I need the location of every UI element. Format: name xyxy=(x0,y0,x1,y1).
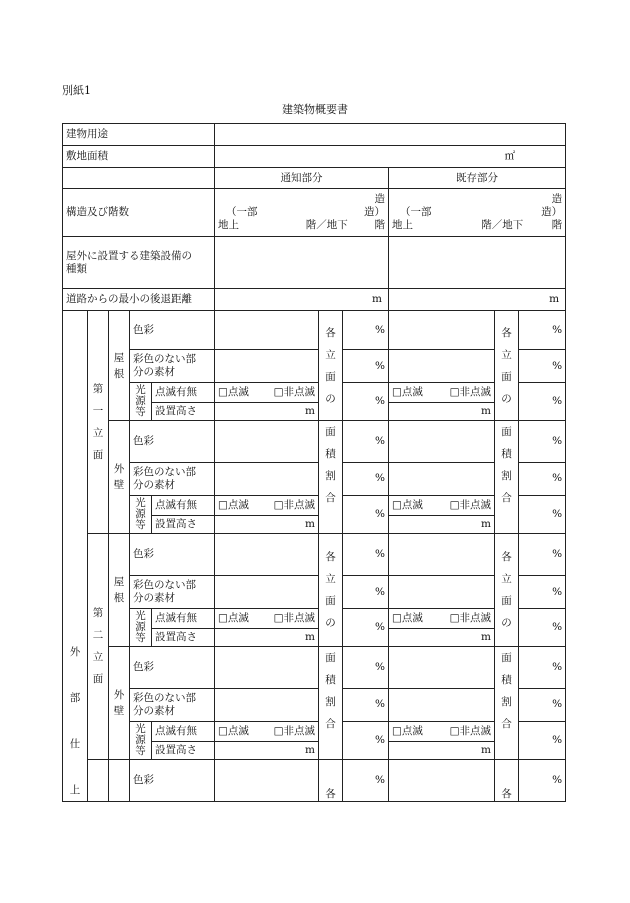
f1-roof-blink-notice[interactable]: □点滅 □非点滅 xyxy=(215,383,319,403)
f2-wall-material-pct-notice[interactable]: % xyxy=(343,688,389,721)
f1-wall-ratio-existing-label: 面 積 割 合 xyxy=(495,421,519,534)
f2-wall-color-pct-notice[interactable]: % xyxy=(343,647,389,688)
f1-roof-blink-label: 点滅有無 xyxy=(152,383,215,403)
f2-wall-material-pct-existing[interactable]: % xyxy=(519,688,566,721)
f2-roof-light-pct-notice[interactable]: % xyxy=(343,609,389,647)
row-f1-roof-blink xyxy=(63,383,566,403)
f1-roof-light-pct-existing[interactable]: % xyxy=(519,383,566,421)
f2-wall-label: 外 壁 xyxy=(109,647,130,760)
f2-wall-blink-notice[interactable]: □点滅 □非点滅 xyxy=(215,721,319,741)
f3-roof-color-notice[interactable] xyxy=(215,760,319,802)
setback-notice-value[interactable]: m xyxy=(215,289,389,311)
f1-roof-color-label: 色彩 xyxy=(130,311,215,350)
f2-roof-material-existing[interactable] xyxy=(389,576,495,609)
f1-roof-light-label: 光 源 等 xyxy=(130,383,152,421)
f2-roof-color-pct-notice[interactable]: % xyxy=(343,533,389,575)
f3-roof-color-pct-notice[interactable]: % xyxy=(343,760,389,802)
f2-roof-color-notice[interactable] xyxy=(215,533,319,575)
f1-roof-color-existing[interactable] xyxy=(389,311,495,350)
equipment-existing-value[interactable] xyxy=(389,237,566,289)
document-title: 建築物概要書 xyxy=(282,103,348,116)
f1-wall-material-label: 彩色のない部 分の素材 xyxy=(130,462,215,495)
f1-wall-material-notice[interactable] xyxy=(215,462,319,495)
f2-wall-color-label: 色彩 xyxy=(130,647,215,688)
structure-notice-value[interactable] xyxy=(215,189,389,237)
row-f2-wall-blink xyxy=(63,721,566,741)
f2-roof-label: 屋 根 xyxy=(109,533,130,647)
f1-wall-light-pct-notice[interactable]: % xyxy=(343,495,389,533)
f1-wall-blink-existing[interactable]: □点滅 □非点滅 xyxy=(389,495,495,515)
annex-number: 別紙1 xyxy=(62,84,91,97)
f2-roof-blink-notice[interactable]: □点滅 □非点滅 xyxy=(215,609,319,629)
structure-label: 構造及び階数 xyxy=(63,189,215,237)
f2-roof-material-pct-existing[interactable]: % xyxy=(519,576,566,609)
f1-roof-blink-existing[interactable]: □点滅 □非点滅 xyxy=(389,383,495,403)
f3-roof-color-pct-existing[interactable]: % xyxy=(519,760,566,802)
third-facade-label xyxy=(88,760,109,802)
first-facade-label: 第 一 立 面 xyxy=(88,311,109,534)
f2-wall-ratio-notice-label: 面 積 割 合 xyxy=(319,647,343,760)
equipment-notice-value[interactable] xyxy=(215,237,389,289)
f1-wall-light-pct-existing[interactable]: % xyxy=(519,495,566,533)
f1-roof-material-pct-notice[interactable]: % xyxy=(343,350,389,383)
row-equipment xyxy=(63,237,566,289)
f2-roof-material-pct-notice[interactable]: % xyxy=(343,576,389,609)
setback-label: 道路からの最小の後退距離 xyxy=(63,289,215,311)
f2-roof-blink-label: 点滅有無 xyxy=(152,609,215,629)
f3-roof-ratio-notice-label: 各 xyxy=(319,760,343,802)
row-f2-wall-material xyxy=(63,688,566,721)
f2-wall-color-pct-existing[interactable]: % xyxy=(519,647,566,688)
row-setback xyxy=(63,289,566,311)
f2-roof-material-notice[interactable] xyxy=(215,576,319,609)
f2-wall-light-label: 光 源 等 xyxy=(130,721,152,759)
f1-wall-color-existing[interactable] xyxy=(389,421,495,462)
f1-roof-color-pct-existing[interactable]: % xyxy=(519,311,566,350)
f2-roof-height-label: 設置高さ xyxy=(152,629,215,647)
row-f2-roof-material xyxy=(63,576,566,609)
f1-wall-ratio-notice-label: 面 積 割 合 xyxy=(319,421,343,534)
f3-roof-ratio-existing-label: 各 xyxy=(495,760,519,802)
f1-roof-height-existing[interactable]: m xyxy=(389,403,495,421)
structure-zou: 造 xyxy=(374,193,386,205)
f2-roof-blink-existing[interactable]: □点滅 □非点滅 xyxy=(389,609,495,629)
f2-wall-material-notice[interactable] xyxy=(215,688,319,721)
f1-wall-blink-label: 点滅有無 xyxy=(152,495,215,515)
f2-wall-blink-existing[interactable]: □点滅 □非点滅 xyxy=(389,721,495,741)
second-facade-label: 第 二 立 面 xyxy=(88,533,109,759)
row-f2-roof-color xyxy=(63,533,566,575)
f2-wall-blink-label: 点滅有無 xyxy=(152,721,215,741)
f2-roof-light-label: 光 源 等 xyxy=(130,609,152,647)
structure-zou: 造 xyxy=(551,193,563,205)
f1-roof-ratio-notice-label: 各 立 面 の xyxy=(319,311,343,421)
f2-roof-ratio-notice-label: 各 立 面 の xyxy=(319,533,343,647)
f1-wall-light-label: 光 源 等 xyxy=(130,495,152,533)
f2-roof-height-existing[interactable]: m xyxy=(389,629,495,647)
existing-part-header: 既存部分 xyxy=(389,168,566,189)
f2-roof-light-pct-existing[interactable]: % xyxy=(519,609,566,647)
row-f1-wall-material xyxy=(63,462,566,495)
f1-wall-label: 外 壁 xyxy=(109,421,130,534)
f1-wall-color-label: 色彩 xyxy=(130,421,215,462)
f1-roof-material-label: 彩色のない部 分の素材 xyxy=(130,350,215,383)
f1-roof-height-notice[interactable]: m xyxy=(215,403,319,421)
structure-kai-chika: 階／地下 xyxy=(481,219,524,231)
f2-wall-height-label: 設置高さ xyxy=(152,742,215,760)
f2-roof-height-notice[interactable]: m xyxy=(215,629,319,647)
f1-roof-label: 屋 根 xyxy=(109,311,130,421)
f2-roof-color-label: 色彩 xyxy=(130,533,215,575)
notice-part-header: 通知部分 xyxy=(215,168,389,189)
f2-roof-material-label: 彩色のない部 分の素材 xyxy=(130,576,215,609)
f2-wall-material-existing[interactable] xyxy=(389,688,495,721)
f1-wall-material-pct-notice[interactable]: % xyxy=(343,462,389,495)
f1-roof-height-label: 設置高さ xyxy=(152,403,215,421)
row-f2-wall-color xyxy=(63,647,566,688)
f1-wall-color-notice[interactable] xyxy=(215,421,319,462)
f2-wall-ratio-existing-label: 面 積 割 合 xyxy=(495,647,519,760)
f2-roof-ratio-existing-label: 各 立 面 の xyxy=(495,533,519,647)
row-structure xyxy=(63,189,566,237)
f1-roof-material-pct-existing[interactable]: % xyxy=(519,350,566,383)
section-header-blank xyxy=(63,168,215,189)
f2-wall-height-existing[interactable]: m xyxy=(389,742,495,760)
row-building-use xyxy=(63,124,566,146)
row-section-headers xyxy=(63,168,566,189)
equipment-label: 屋外に設置する建築設備の 種類 xyxy=(63,237,215,289)
building-use-value[interactable] xyxy=(215,124,566,146)
row-site-area xyxy=(63,146,566,168)
building-use-label: 建物用途 xyxy=(63,124,215,146)
f1-wall-material-pct-existing[interactable]: % xyxy=(519,462,566,495)
f1-wall-blink-notice[interactable]: □点滅 □非点滅 xyxy=(215,495,319,515)
structure-existing-value[interactable] xyxy=(389,189,566,237)
f1-roof-color-pct-notice[interactable]: % xyxy=(343,311,389,350)
f1-roof-light-pct-notice[interactable]: % xyxy=(343,383,389,421)
setback-existing-value[interactable]: m xyxy=(389,289,566,311)
structure-chijo: 地上 xyxy=(392,219,414,231)
f1-roof-material-existing[interactable] xyxy=(389,350,495,383)
building-summary-form xyxy=(62,123,566,802)
outer-finish-label: 外 部 仕 上 xyxy=(63,311,88,802)
row-f1-wall-color xyxy=(63,421,566,462)
structure-chijo: 地上 xyxy=(218,219,240,231)
row-f1-roof-material xyxy=(63,350,566,383)
structure-ichibu: （一部 xyxy=(226,206,258,218)
f1-wall-color-pct-existing[interactable]: % xyxy=(519,421,566,462)
f2-wall-material-label: 彩色のない部 分の素材 xyxy=(130,688,215,721)
f3-roof-color-existing[interactable] xyxy=(389,760,495,802)
f1-wall-color-pct-notice[interactable]: % xyxy=(343,421,389,462)
f2-wall-light-pct-notice[interactable]: % xyxy=(343,721,389,759)
f2-roof-color-existing[interactable] xyxy=(389,533,495,575)
f3-roof-label xyxy=(109,760,130,802)
structure-kai-chika: 階／地下 xyxy=(305,219,348,231)
f1-roof-color-notice[interactable] xyxy=(215,311,319,350)
site-area-value[interactable] xyxy=(215,146,566,168)
f1-wall-material-existing[interactable] xyxy=(389,462,495,495)
f1-wall-height-existing[interactable]: m xyxy=(389,515,495,533)
structure-ichibu: （一部 xyxy=(400,206,432,218)
f2-wall-color-existing[interactable] xyxy=(389,647,495,688)
structure-zou-close: 造） xyxy=(541,206,563,218)
structure-zou-close: 造） xyxy=(364,206,386,218)
row-f1-roof-color xyxy=(63,311,566,350)
f1-roof-ratio-existing-label: 各 立 面 の xyxy=(495,311,519,421)
row-f1-wall-blink xyxy=(63,495,566,515)
site-area-unit: ㎡ xyxy=(504,150,516,162)
f1-wall-height-label: 設置高さ xyxy=(152,515,215,533)
row-f3-roof-color xyxy=(63,760,566,802)
f2-wall-light-pct-existing[interactable]: % xyxy=(519,721,566,759)
f1-wall-height-notice[interactable]: m xyxy=(215,515,319,533)
f1-roof-material-notice[interactable] xyxy=(215,350,319,383)
row-f2-roof-blink xyxy=(63,609,566,629)
structure-kai: 階 xyxy=(374,219,386,231)
site-area-label: 敷地面積 xyxy=(63,146,215,168)
f2-wall-height-notice[interactable]: m xyxy=(215,742,319,760)
f2-roof-color-pct-existing[interactable]: % xyxy=(519,533,566,575)
f3-roof-color-label: 色彩 xyxy=(130,760,215,802)
structure-kai: 階 xyxy=(551,219,563,231)
f2-wall-color-notice[interactable] xyxy=(215,647,319,688)
